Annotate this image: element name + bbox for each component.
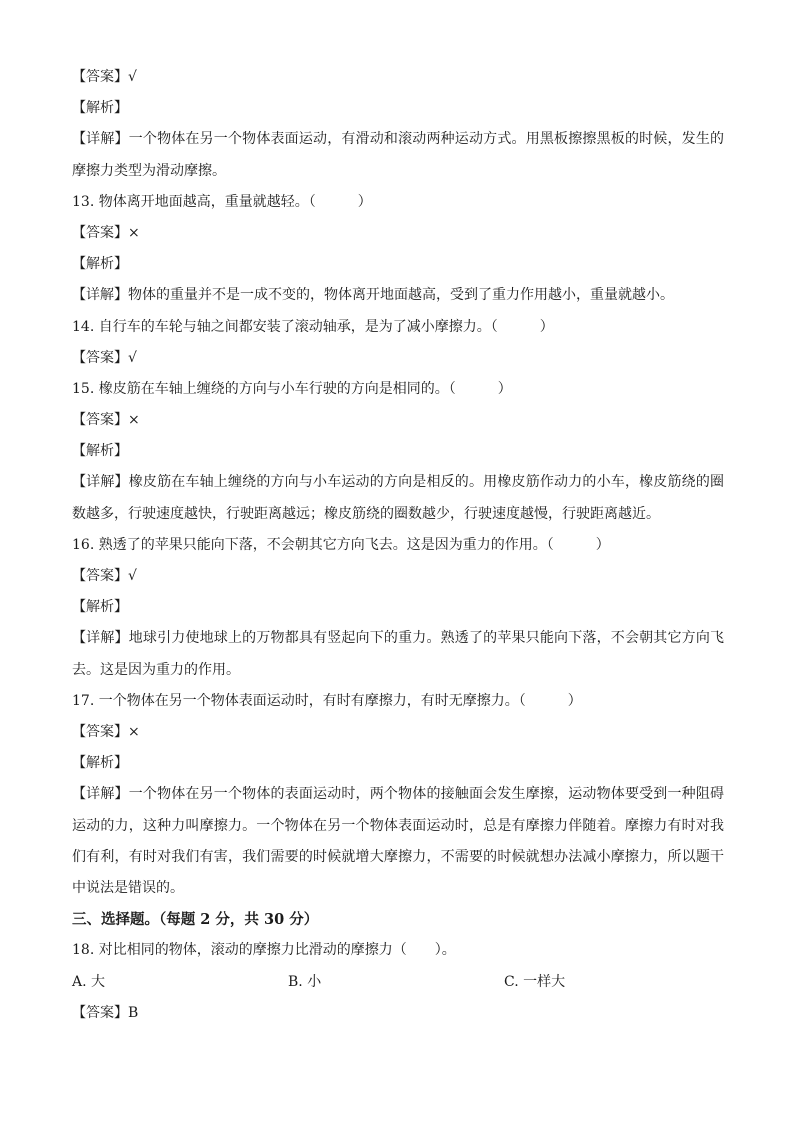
- explanation-paragraph: [72, 779, 724, 904]
- analysis-label: [72, 436, 724, 467]
- explanation-paragraph: [72, 124, 724, 186]
- analysis-label-text: 【解析】: [72, 256, 128, 273]
- analysis-label: [72, 249, 724, 280]
- answer-value: ×: [128, 412, 140, 429]
- analysis-label-text: 【解析】: [72, 100, 128, 117]
- analysis-label-text: 【解析】: [72, 599, 128, 616]
- answer-label: 【答案】: [72, 69, 128, 85]
- answer-value: √: [128, 349, 137, 366]
- explanation-label: 【详解】: [72, 630, 129, 647]
- option-b: B. 小: [288, 973, 322, 990]
- document-page: [72, 62, 724, 1029]
- analysis-label: [72, 748, 724, 779]
- answer-value: ×: [128, 724, 140, 741]
- explanation-text: 一个物体在另一个物体表面运动，有滑动和滚动两种运动方式。用黑板擦擦黑板的时候，发生的摩擦力类型为滑动摩擦。: [72, 131, 725, 179]
- explanation-paragraph: [72, 623, 724, 685]
- answer-line: [72, 218, 724, 249]
- answer-value: B: [128, 1004, 139, 1021]
- explanation-label: 【详解】: [72, 474, 129, 491]
- answer-line: [72, 62, 724, 93]
- explanation-text: 物体的重量并不是一成不变的，物体离开地面越高，受到了重力作用越小，重量就越小。: [128, 287, 674, 304]
- analysis-label: [72, 93, 724, 124]
- answer-line: [72, 343, 724, 374]
- section-heading: 三、选择题。（每题 2 分，共 30 分）: [72, 911, 319, 929]
- question-14: 14. 自行车的车轮与轴之间都安装了滚动轴承，是为了减小摩擦力。（ ）: [72, 318, 554, 335]
- explanation-paragraph: [72, 467, 724, 529]
- answer-line: [72, 405, 724, 436]
- answer-value: √: [128, 568, 137, 585]
- explanation-paragraph: [72, 280, 724, 311]
- answer-label: 【答案】: [72, 349, 128, 366]
- option-c: C. 一样大: [504, 973, 566, 990]
- answer-value: √: [128, 69, 137, 85]
- analysis-label-text: 【解析】: [72, 443, 128, 460]
- explanation-label: 【详解】: [72, 786, 129, 803]
- answer-line: [72, 998, 724, 1029]
- answer-label: 【答案】: [72, 224, 128, 241]
- explanation-label: 【详解】: [72, 287, 128, 304]
- explanation-text: 橡皮筋在车轴上缠绕的方向与小车运动的方向是相反的。用橡皮筋作动力的小车，橡皮筋绕的圈数越多，行驶速度越快，行驶距离越远；橡皮筋绕的圈数越少，行驶速度越慢，行驶距离越近。: [72, 474, 725, 522]
- answer-line: [72, 717, 724, 748]
- answer-label: 【答案】: [72, 412, 128, 429]
- explanation-text: 一个物体在另一个物体的表面运动时，两个物体的接触面会发生摩擦，运动物体要受到一种阻碍运动的力，这种力叫摩擦力。一个物体在另一个物体表面运动时，总是有摩擦力伴随着。摩擦力有时对我们有利，有时对我们有害，我们需要的时候就增大摩擦力，不需要的时候就想办法减小摩擦力，所以题干中说法是错误的。: [72, 786, 725, 897]
- answer-label: 【答案】: [72, 724, 128, 741]
- question-13: 13. 物体离开地面越高，重量就越轻。（ ）: [72, 193, 372, 210]
- question-17: 17. 一个物体在另一个物体表面运动时，有时有摩擦力，有时无摩擦力。（ ）: [72, 692, 582, 709]
- answer-label: 【答案】: [72, 1004, 128, 1021]
- answer-value: ×: [128, 224, 140, 241]
- analysis-label: [72, 592, 724, 623]
- answer-label: 【答案】: [72, 568, 128, 585]
- question-18: 18. 对比相同的物体，滚动的摩擦力比滑动的摩擦力（ ）。: [72, 942, 456, 959]
- analysis-label-text: 【解析】: [72, 755, 128, 772]
- explanation-text: 地球引力使地球上的万物都具有竖起向下的重力。熟透了的苹果只能向下落，不会朝其它方向飞去。这是因为重力的作用。: [72, 630, 725, 678]
- options-row: [72, 967, 724, 998]
- question-15: 15. 橡皮筋在车轴上缠绕的方向与小车行驶的方向是相同的。（ ）: [72, 380, 512, 397]
- option-a: A. 大: [72, 973, 106, 990]
- explanation-label: 【详解】: [72, 131, 129, 148]
- question-16: 16. 熟透了的苹果只能向下落，不会朝其它方向飞去。这是因为重力的作用。（ ）: [72, 536, 610, 553]
- answer-line: [72, 561, 724, 592]
